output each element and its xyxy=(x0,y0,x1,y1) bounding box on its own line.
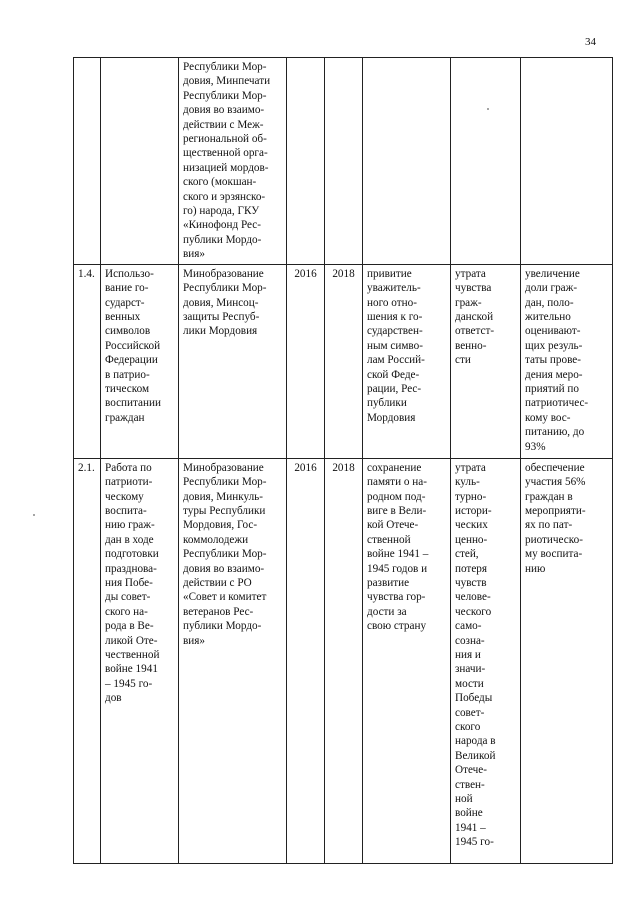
scan-speck xyxy=(33,514,35,516)
risk-cell: утрата куль- турно- истори- ческих ценно- стей, потеря чувств челове- ческого само- созна- ния и значи- мости Победы совет- ского народа в Великой Отече- ствен- ной войне 1941 – 1945 го- xyxy=(451,458,521,863)
executors-cell: Республики Мор- довия, Минпечати Республики Мор- довия во взаимо- действии с Меж- региональной об- щественной орга- низацией мордов- ского (мокшан- ского и эрзянско- го) народа, ГКУ «Кинофонд Рес- публики Мордо- вия» xyxy=(179,58,287,265)
indicator-cell xyxy=(521,58,613,265)
activity-cell xyxy=(101,58,179,265)
executors-cell: Минобразование Республики Мор- довия, Минкуль- туры Республики Мордовия, Гос- коммолодежи Республики Мор- довия во взаимо- действии с РО «Совет и комитет ветеранов Рес- публики Мордо- вия» xyxy=(179,458,287,863)
risk-cell xyxy=(451,58,521,265)
indicator-cell: обеспечение участия 56% граждан в мероприяти- ях по пат- риотическо- му воспита- нию xyxy=(521,458,613,863)
executors-cell: Минобразование Республики Мор- довия, Минсоц- защиты Респуб- лики Мордовия xyxy=(179,264,287,458)
row-number-cell: 2.1. xyxy=(74,458,101,863)
result-cell: привитие уважитель- ного отно- шения к го- сударствен- ным симво- лам Россий- ской Феде- рации, Рес- публики Мордовия xyxy=(363,264,451,458)
end-year-cell: 2018 xyxy=(325,264,363,458)
activity-cell: Использо- вание го- сударст- венных символов Российской Федерации в патрио- тическом воспитании граждан xyxy=(101,264,179,458)
result-cell: сохранение памяти о на- родном под- виге в Вели- кой Отече- ственной войне 1941 – 1945 годов и развитие чувства гор- дости за свою страну xyxy=(363,458,451,863)
activity-cell: Работа по патриоти- ческому воспита- нию граж- дан в ходе подготовки празднова- ния Побе- ды совет- ского на- рода в Ве- ликой Оте- чественной войне 1941 – 1945 го- дов xyxy=(101,458,179,863)
start-year-cell: 2016 xyxy=(287,458,325,863)
end-year-cell xyxy=(325,58,363,265)
indicator-cell: увеличение доли граж- дан, поло- жительно оценивают- щих резуль- таты прове- дения меро- приятий по патриотичес- кому вос- питанию, до 93% xyxy=(521,264,613,458)
row-number-cell xyxy=(74,58,101,265)
row-number-cell: 1.4. xyxy=(74,264,101,458)
end-year-cell: 2018 xyxy=(325,458,363,863)
table-row xyxy=(74,264,613,458)
start-year-cell: 2016 xyxy=(287,264,325,458)
start-year-cell xyxy=(287,58,325,265)
scan-speck xyxy=(487,108,489,110)
risk-cell: утрата чувства граж- данской ответст- венно- сти xyxy=(451,264,521,458)
table-row xyxy=(74,458,613,863)
program-table xyxy=(73,57,613,864)
table-row xyxy=(74,58,613,265)
page-number: 34 xyxy=(585,36,596,48)
result-cell xyxy=(363,58,451,265)
